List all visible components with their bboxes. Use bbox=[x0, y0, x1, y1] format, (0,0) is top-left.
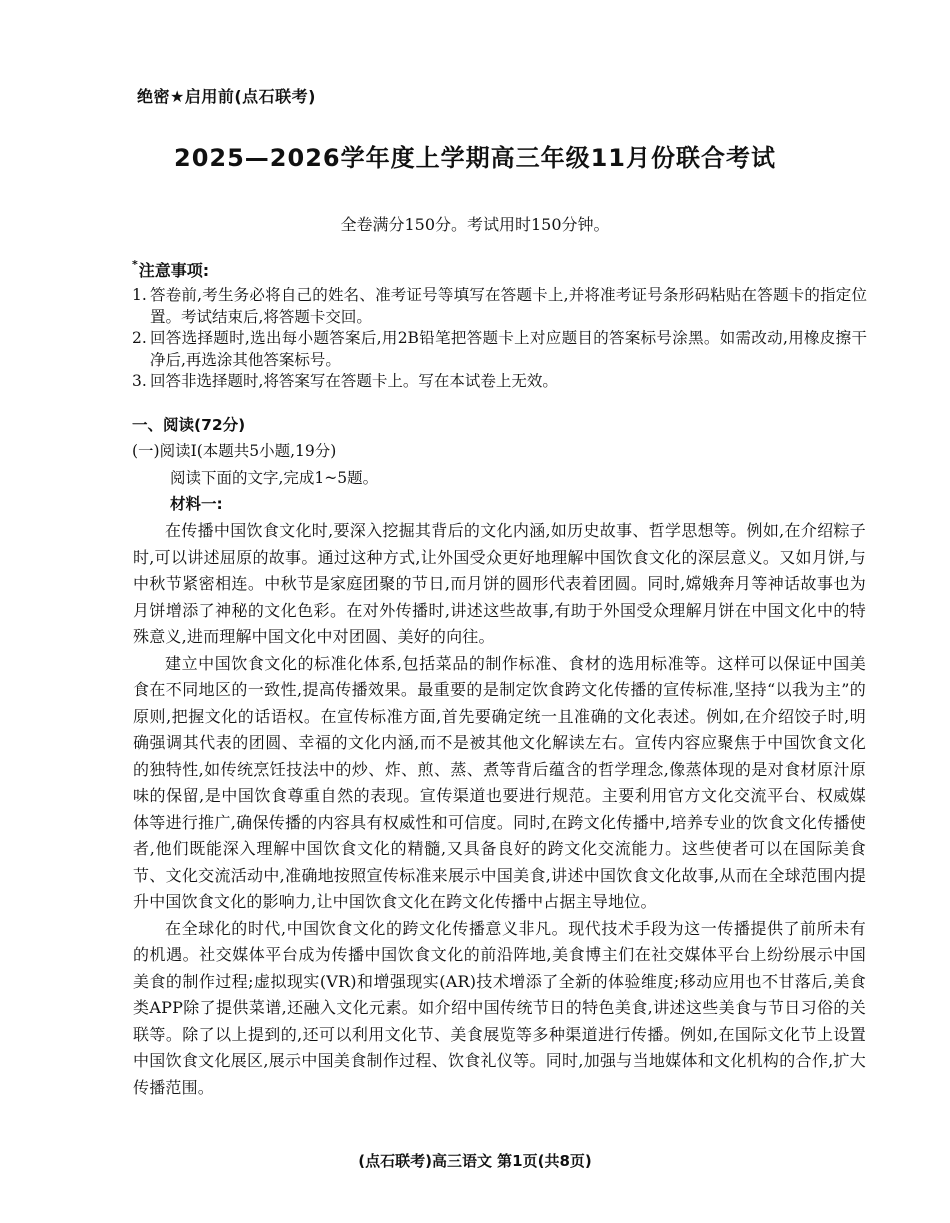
note-item-3 bbox=[132, 371, 867, 393]
exam-title: 2025—2026学年度上学期高三年级11月份联合考试 bbox=[174, 144, 776, 172]
note-item-1 bbox=[132, 285, 867, 328]
reading-instruction: 阅读下面的文字,完成1~5题。 bbox=[170, 469, 379, 487]
note-number: 3. bbox=[132, 372, 147, 390]
notes-title-text: 注意事项: bbox=[138, 261, 210, 280]
passage-paragraph-2: 建立中国饮食文化的标准化体系,包括菜品的制作标准、食材的选用标准等。这样可以保证中国美食在不同地区的一致性,提高传播效果。最重要的是制定饮食跨文化传播的宣传标准,坚持“以我为主”的原则,把握文化的话语权。在宣传标准方面,首先要确定统一且准确的文化表述。例如,在介绍饺子时,明确强调其代表的团圆、幸福的文化内涵,而不是被其他文化解读左右。宣传内容应聚焦于中国饮食文化的独特性,如传统烹饪技法中的炒、炸、煎、蒸、煮等背后蕴含的哲学理念,像蒸体现的是对食材原汁原味的保留,是中国饮食尊重自然的表现。宣传渠道也要进行规范。主要利用官方文化交流平台、权威媒体等进行推广,确保传播的内容具有权威性和可信度。同时,在跨文化传播中,培养专业的饮食文化传播使者,他们既能深入理解中国饮食文化的精髓,又具备良好的跨文化交流能力。这些使者可以在国际美食节、文化交流活动中,准确地按照宣传标准来展示中国美食,讲述中国饮食文化故事,从而在全球范围内提升中国饮食文化的影响力,让中国饮食文化在跨文化传播中占据主导地位。 bbox=[133, 653, 866, 911]
note-text: 回答非选择题时,将答案写在答题卡上。写在本试卷上无效。 bbox=[150, 372, 558, 390]
passage-paragraph-1: 在传播中国饮食文化时,要深入挖掘其背后的文化内涵,如历史故事、哲学思想等。例如,在介绍粽子时,可以讲述屈原的故事。通过这种方式,让外国受众更好地理解中国饮食文化的深层意义。又如月饼,与中秋节紧密相连。中秋节是家庭团聚的节日,而月饼的圆形代表着团圆。同时,嫦娥奔月等神话故事也为月饼增添了神秘的文化色彩。在对外传播时,讲述这些故事,有助于外国受众理解月饼在中国文化中的特殊意义,进而理解中国文化中对团圆、美好的向往。 bbox=[133, 521, 866, 646]
note-text: 答卷前,考生务必将自己的姓名、准考证号等填写在答题卡上,并将准考证号条形码粘贴在答题卡的指定位置。考试结束后,将答题卡交回。 bbox=[150, 286, 867, 326]
title-area bbox=[0, 130, 950, 172]
material-label: 材料一: bbox=[170, 495, 223, 513]
note-number: 2. bbox=[132, 329, 147, 347]
note-text: 回答选择题时,选出每小题答案后,用2B铅笔把答题卡上对应题目的答案标号涂黑。如需改动,用橡皮擦干净后,再选涂其他答案标号。 bbox=[150, 329, 867, 369]
subsection-heading: (一)阅读Ⅰ(本题共5小题,19分) bbox=[132, 442, 337, 460]
note-number: 1. bbox=[132, 286, 147, 304]
notes-section bbox=[132, 258, 867, 393]
asterisk-icon: * bbox=[132, 258, 138, 271]
notes-title bbox=[132, 258, 867, 281]
note-item-2 bbox=[132, 328, 867, 371]
score-info: 全卷满分150分。考试用时150分钟。 bbox=[340, 215, 610, 234]
page-footer: (点石联考)高三语文 第1页(共8页) bbox=[358, 1152, 592, 1170]
section-heading: 一、阅读(72分) bbox=[132, 416, 246, 434]
reading-passage bbox=[133, 518, 866, 1101]
passage-paragraph-3: 在全球化的时代,中国饮食文化的跨文化传播意义非凡。现代技术手段为这一传播提供了前所未有的机遇。社交媒体平台成为传播中国饮食文化的前沿阵地,美食博主们在社交媒体平台上纷纷展示中国美食的制作过程;虚拟现实(VR)和增强现实(AR)技术增添了全新的体验维度;移动应用也不甘落后,美食类APP除了提供菜谱,还融入文化元素。如介绍中国传统节日的特色美食,讲述这些美食与节日习俗的关联等。除了以上提到的,还可以利用文化节、美食展览等多种渠道进行传播。例如,在国际文化节上设置中国饮食文化展区,展示中国美食制作过程、饮食礼仪等。同时,加强与当地媒体和文化机构的合作,扩大传播范围。 bbox=[133, 918, 866, 1097]
confidential-label: 绝密★启用前(点石联考) bbox=[137, 87, 316, 106]
